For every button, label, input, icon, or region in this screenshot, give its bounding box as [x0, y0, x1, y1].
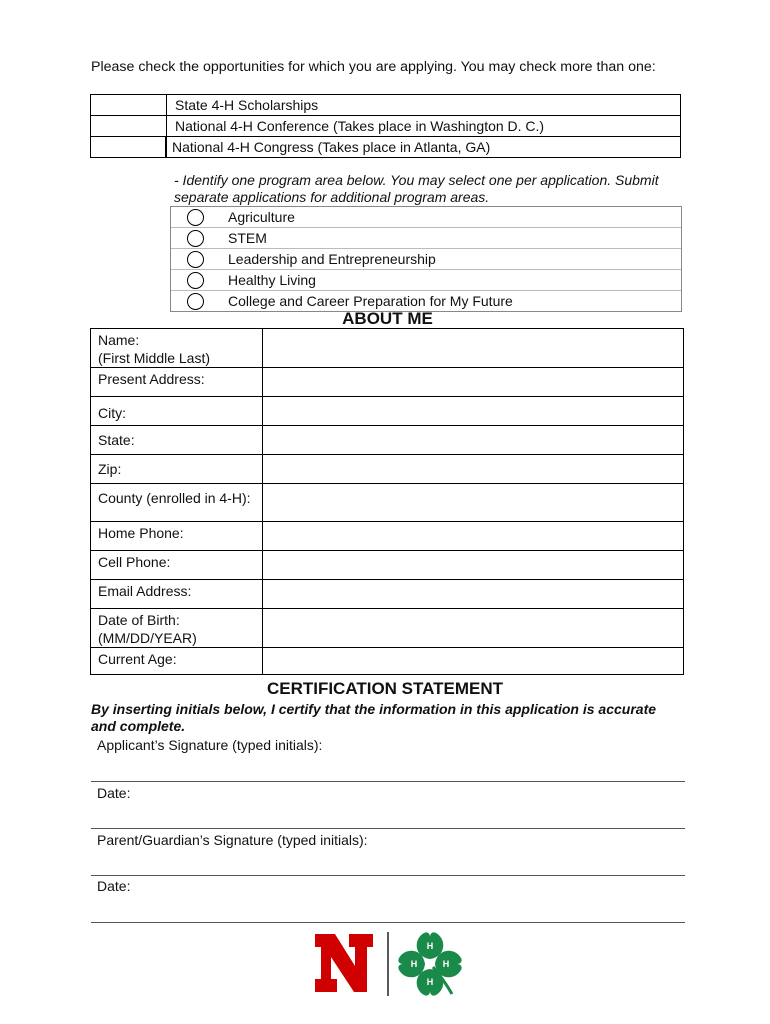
clover-letter: H — [426, 977, 434, 987]
address-field[interactable] — [263, 368, 684, 397]
signature-line — [91, 922, 685, 923]
parent-signature-label: Parent/Guardian’s Signature (typed initials): — [97, 832, 368, 848]
field-label-zip: Zip: — [91, 455, 263, 484]
opportunity-checkbox-national-congress[interactable] — [91, 137, 167, 157]
dob-input[interactable] — [263, 609, 683, 646]
table-row — [91, 397, 684, 426]
cell-phone-input[interactable] — [263, 551, 683, 579]
opportunity-label: National 4-H Congress (Takes place in Atlanta, GA) — [172, 139, 491, 155]
program-radio-leadership[interactable] — [187, 251, 204, 268]
name-field[interactable] — [263, 329, 684, 368]
program-radio-stem[interactable] — [187, 230, 204, 247]
zip-field[interactable] — [263, 455, 684, 484]
field-label-state: State: — [91, 426, 263, 455]
zip-input[interactable] — [263, 455, 683, 483]
logo-graphics — [313, 930, 473, 998]
field-label-county: County (enrolled in 4-H): — [91, 484, 263, 522]
city-field[interactable] — [263, 397, 684, 426]
table-row — [91, 580, 684, 609]
about-me-heading: ABOUT ME — [342, 309, 433, 328]
table-row — [91, 368, 684, 397]
program-area-label: STEM — [228, 230, 267, 246]
field-label-text: Name: (First Middle Last) — [98, 332, 211, 366]
program-area-label: Leadership and Entrepreneurship — [228, 251, 436, 267]
signature-line — [91, 875, 685, 876]
table-row — [91, 484, 684, 522]
program-area-row — [171, 248, 681, 269]
table-row — [91, 648, 684, 675]
program-areas-table — [170, 206, 682, 312]
age-field[interactable] — [263, 648, 684, 675]
program-radio-college-career[interactable] — [187, 293, 204, 310]
clover-logo — [398, 932, 461, 995]
table-row — [91, 609, 684, 648]
opportunity-row — [91, 95, 680, 115]
dob-field[interactable] — [263, 609, 684, 648]
program-area-label: Healthy Living — [228, 272, 316, 288]
clover-letter: H — [410, 959, 418, 969]
certification-statement: By inserting initials below, I certify that the information in this application is accurate and complete. — [91, 701, 657, 734]
signature-line — [91, 828, 685, 829]
program-area-row — [171, 227, 681, 248]
table-row — [91, 329, 684, 368]
program-radio-agriculture[interactable] — [187, 209, 204, 226]
applicant-date-input[interactable] — [91, 805, 689, 829]
address-input[interactable] — [263, 368, 683, 396]
opportunities-table — [90, 94, 681, 158]
field-label-text: Date of Birth: (MM/DD/YEAR) — [98, 612, 197, 646]
signature-line — [91, 781, 685, 782]
applicant-signature-label: Applicant’s Signature (typed initials): — [97, 737, 323, 753]
county-input[interactable] — [263, 484, 683, 521]
opportunity-checkbox-national-conference[interactable] — [91, 116, 167, 136]
home-phone-field[interactable] — [263, 522, 684, 551]
table-row — [91, 426, 684, 455]
county-field[interactable] — [263, 484, 684, 522]
parent-date-input[interactable] — [91, 899, 689, 923]
email-input[interactable] — [263, 580, 683, 608]
program-area-row — [171, 269, 681, 290]
parent-signature-input[interactable] — [91, 853, 689, 877]
table-row — [91, 455, 684, 484]
applicant-signature-input[interactable] — [91, 758, 689, 782]
about-me-table — [90, 328, 684, 675]
program-area-label: Agriculture — [228, 209, 295, 225]
city-input[interactable] — [263, 397, 683, 425]
state-input[interactable] — [263, 426, 683, 454]
home-phone-input[interactable] — [263, 522, 683, 550]
clover-letter: H — [426, 941, 434, 951]
field-label-home-phone: Home Phone: — [91, 522, 263, 551]
state-field[interactable] — [263, 426, 684, 455]
opportunity-label: National 4-H Conference (Takes place in Washington D. C.) — [175, 118, 545, 134]
clover-letter: H — [442, 959, 450, 969]
program-radio-healthy-living[interactable] — [187, 272, 204, 289]
program-area-instructions: - Identify one program area below. You may select one per application. Submit separate applications for additional program areas. — [174, 172, 659, 205]
opportunity-checkbox-state-scholarships[interactable] — [91, 95, 167, 115]
field-label-name — [91, 329, 263, 368]
age-input[interactable] — [263, 648, 683, 674]
field-label-dob — [91, 609, 263, 648]
field-label-age: Current Age: — [91, 648, 263, 675]
program-area-row — [171, 207, 681, 227]
intro-text: Please check the opportunities for which you are applying. You may check more than one: — [91, 59, 656, 75]
logos — [313, 930, 473, 998]
certification-heading: CERTIFICATION STATEMENT — [266, 679, 504, 698]
program-area-row — [171, 290, 681, 311]
field-label-email: Email Address: — [91, 580, 263, 609]
nebraska-logo — [315, 934, 373, 992]
cell-phone-field[interactable] — [263, 551, 684, 580]
opportunity-label: State 4-H Scholarships — [175, 97, 319, 113]
table-row — [91, 522, 684, 551]
date-label: Date: — [97, 878, 131, 894]
field-label-address: Present Address: — [91, 368, 263, 397]
email-field[interactable] — [263, 580, 684, 609]
table-row — [91, 551, 684, 580]
date-label: Date: — [97, 785, 131, 801]
program-area-label: College and Career Preparation for My Future — [228, 293, 513, 309]
field-label-city: City: — [91, 397, 263, 426]
opportunity-row — [91, 136, 680, 157]
opportunity-row — [91, 115, 680, 136]
name-input[interactable] — [263, 329, 683, 366]
field-label-cell-phone: Cell Phone: — [91, 551, 263, 580]
